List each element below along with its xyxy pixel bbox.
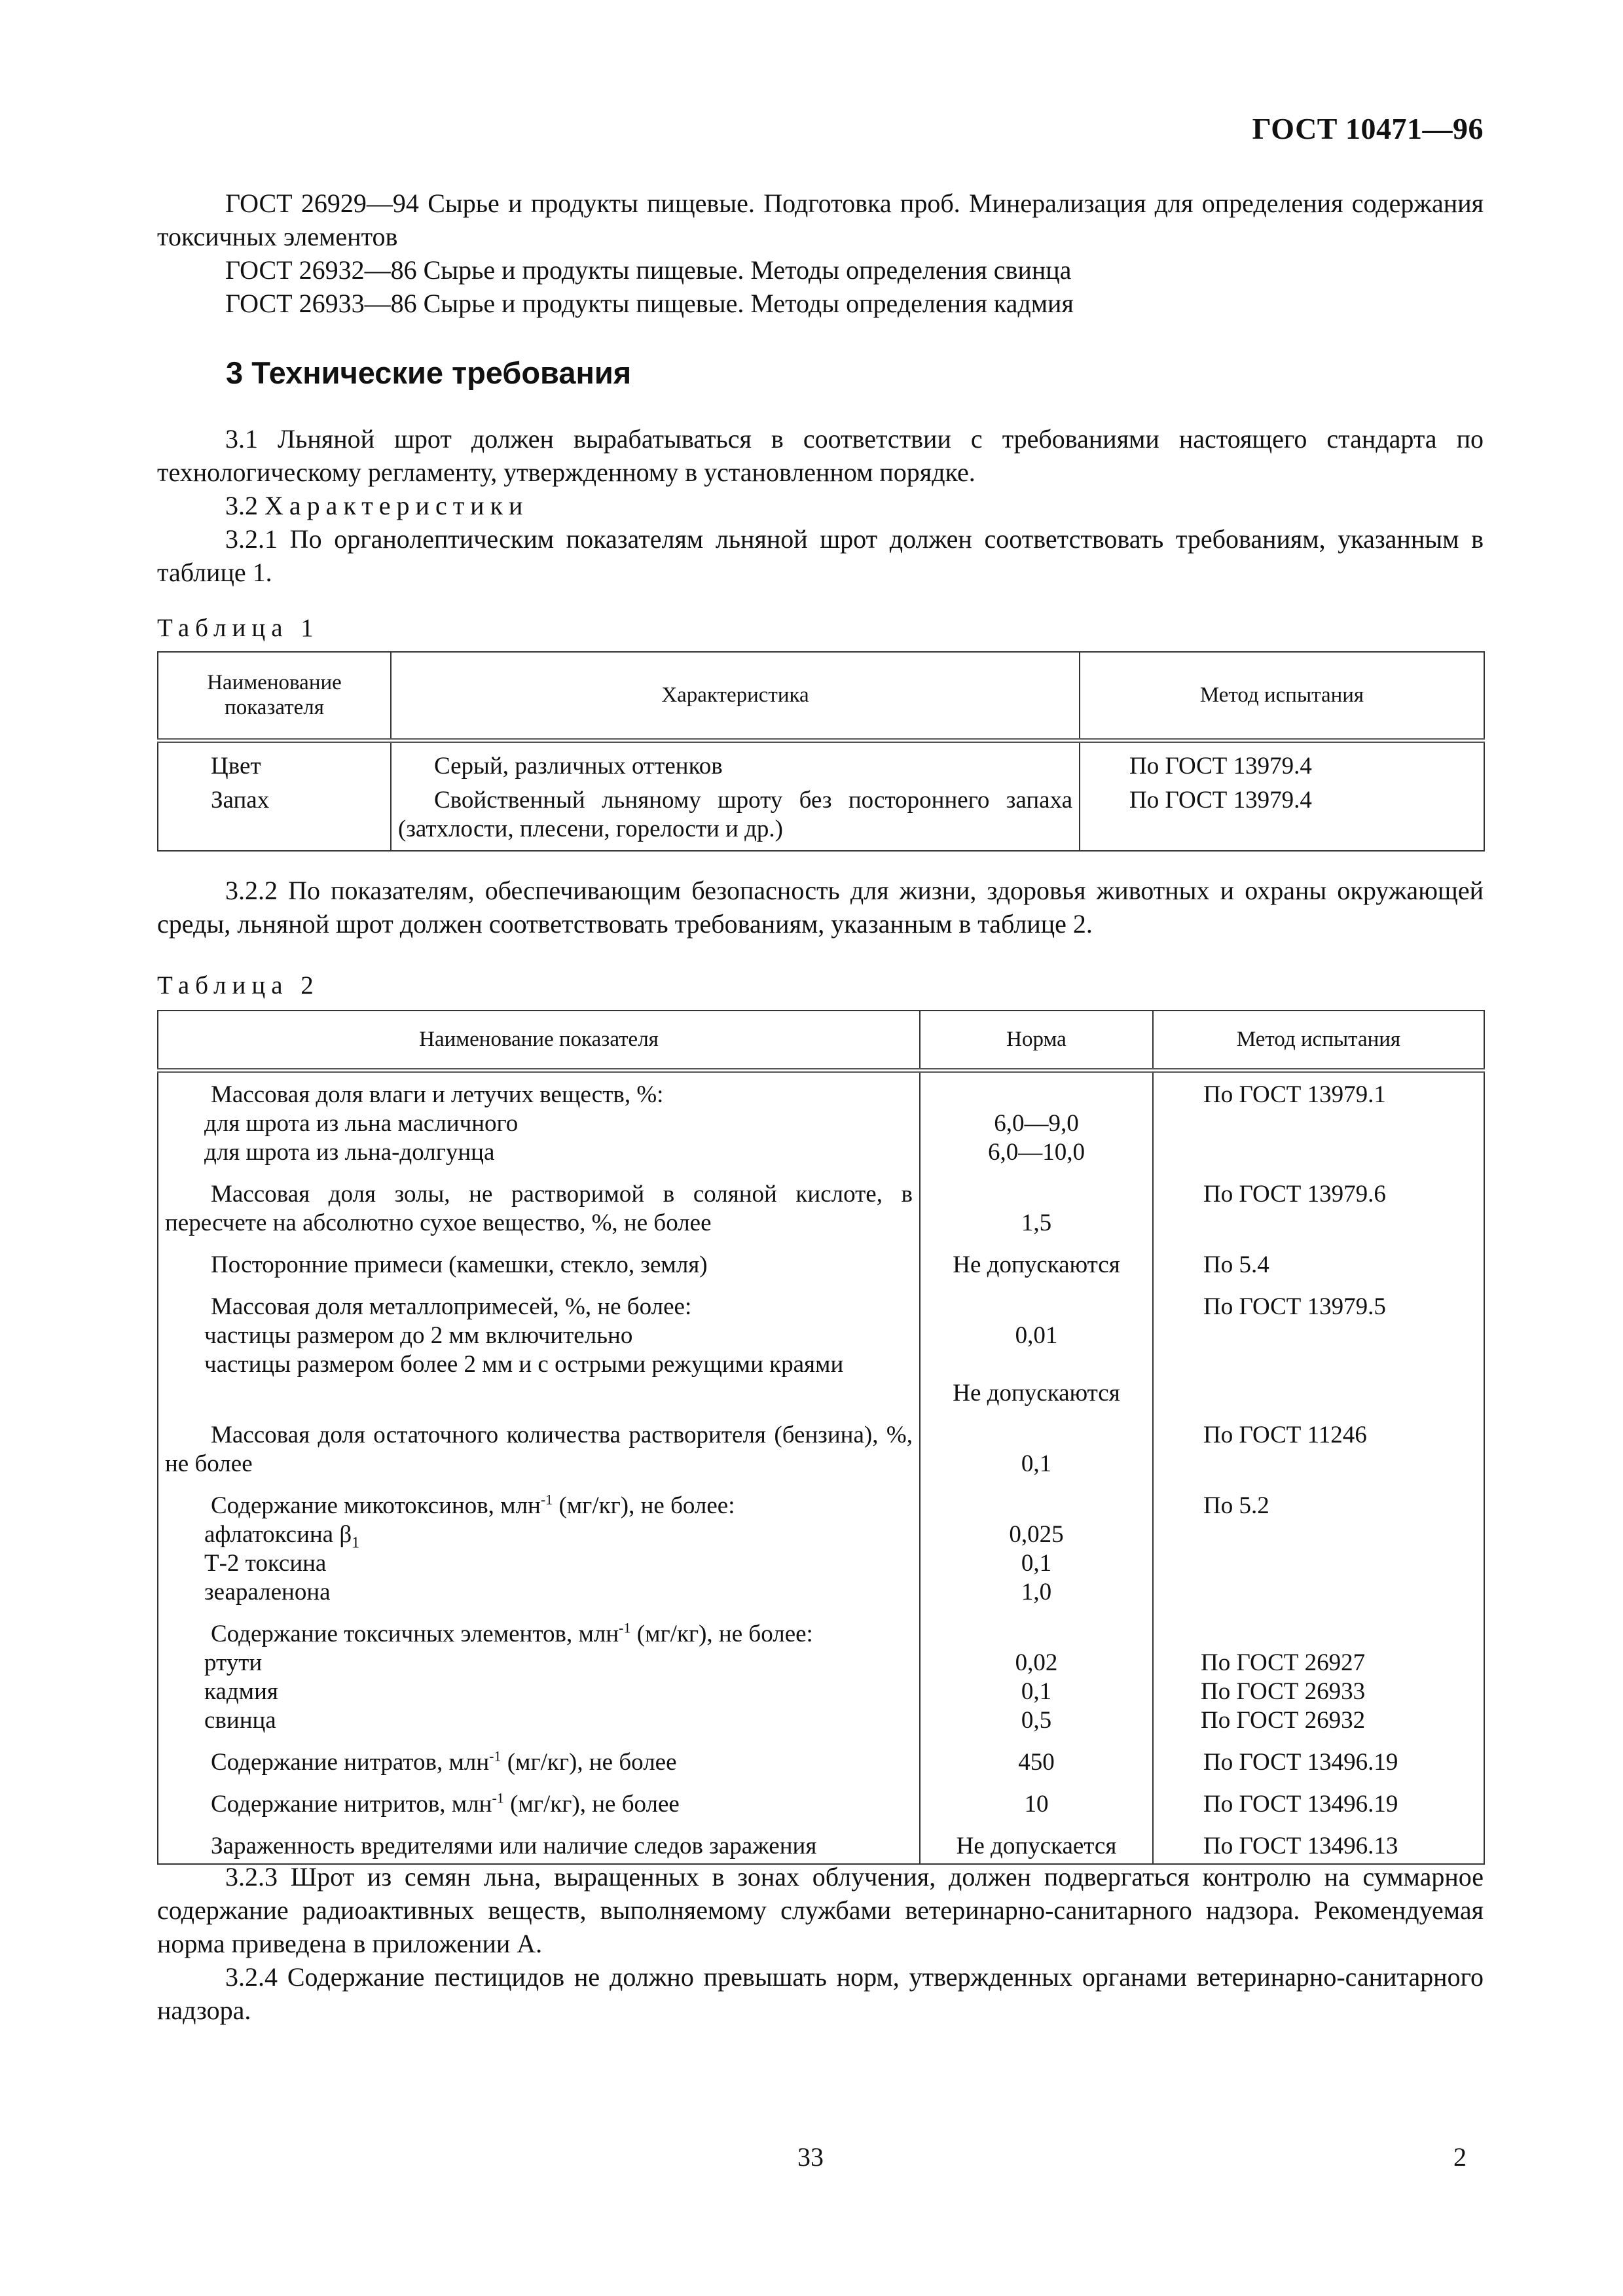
table-row — [158, 1823, 1484, 1864]
page-number-center: 33 — [797, 2142, 824, 2172]
page-number-right: 2 — [1453, 2142, 1467, 2172]
indicator-subname: Т-2 токсина — [204, 1549, 327, 1577]
table-row — [158, 1171, 1484, 1242]
paragraph-3-2-4: 3.2.4 Содержание пестицидов не должно превышать норм, утвержденных органами ветеринарно-санитарного надзора. — [157, 1962, 1484, 2025]
paragraph-3-2-1: 3.2.1 По органолептическим показателям льняной шрот должен соответствовать требованиям, указанным в таблице 1. — [157, 524, 1484, 587]
indicator-subname: кадмия — [204, 1677, 278, 1705]
indicator-subname: для шрота из льна-долгунца — [204, 1138, 495, 1166]
norm-value: 0,1 — [1021, 1677, 1052, 1705]
table-row — [158, 1611, 1484, 1739]
norm-value: 10 — [920, 1781, 1153, 1823]
indicator-name: Массовая доля металлопримесей, %, не более: — [211, 1293, 692, 1320]
indicator-name: Зараженность вредителями или наличие следов заражения — [211, 1832, 817, 1859]
norm-value: Не допускаются — [920, 1242, 1153, 1283]
method-value: По ГОСТ 13979.5 — [1153, 1283, 1484, 1412]
norm-value: 0,1 — [1021, 1549, 1052, 1577]
table1-cell-name: Цвет — [158, 740, 391, 785]
paragraph-3-2 — [157, 489, 1484, 522]
paragraph-3-2-number: 3.2 — [225, 491, 258, 520]
indicator-name: Массовая доля влаги и летучих веществ, %: — [211, 1081, 664, 1108]
reference-item: ГОСТ 26932—86 Сырье и продукты пищевые. Методы определения свинца — [225, 255, 1072, 285]
norm-value: 6,0—10,0 — [988, 1138, 1085, 1166]
method-value: По ГОСТ 13496.13 — [1153, 1823, 1484, 1864]
table-row — [158, 785, 1484, 851]
table-row — [158, 1070, 1484, 1171]
norm-value: 6,0—9,0 — [994, 1109, 1079, 1137]
indicator-subname: частицы размером до 2 мм включительно — [204, 1321, 633, 1349]
method-value: По ГОСТ 13979.6 — [1153, 1171, 1484, 1242]
table-1 — [157, 651, 1485, 852]
indicator-name: Массовая доля остаточного количества растворителя (бензина), %, не более — [165, 1421, 913, 1477]
indicator-name: Содержание нитритов, млн$^{-1}$ (мг/кг), не более — [211, 1789, 680, 1818]
indicator-name: Массовая доля золы, не растворимой в соляной кислоте, в пересчете на абсолютно сухое вещество, %, не более — [165, 1180, 913, 1236]
norm-value: Не допускаются — [953, 1379, 1120, 1407]
method-value: По ГОСТ 26933 — [1201, 1677, 1366, 1705]
table1-header-name: Наименование показателя — [158, 652, 391, 740]
table1-header-characteristic: Характеристика — [391, 652, 1080, 740]
norm-value: 0,025 — [1009, 1520, 1064, 1548]
indicator-subname: афлатоксина $\beta_1$ — [204, 1520, 360, 1551]
indicator-name: Содержание токсичных элементов, млн$^{-1}$ (мг/кг), не более: — [211, 1619, 813, 1647]
method-value: По ГОСТ 11246 — [1153, 1412, 1484, 1482]
norm-value: 0,1 — [1021, 1450, 1052, 1477]
method-value: По ГОСТ 26927 — [1201, 1649, 1366, 1676]
method-value: По 5.4 — [1153, 1242, 1484, 1283]
paragraph-3-2-3: 3.2.3 Шрот из семян льна, выращенных в зонах облучения, должен подвергаться контролю на суммарное содержание радиоактивных веществ, выполняемому службами ветеринарно-санитарного надзора. Рекомендуемая норма приведена в приложении А. — [157, 1862, 1484, 1958]
table2-header-name: Наименование показателя — [158, 1011, 920, 1070]
method-value: По 5.2 — [1153, 1482, 1484, 1611]
table1-cell-method: По ГОСТ 13979.4 — [1080, 785, 1484, 851]
indicator-name: Содержание микотоксинов, млн$^{-1}$ (мг/кг), не более: — [211, 1491, 735, 1519]
norm-value: 0,01 — [1015, 1321, 1058, 1349]
reference-item: ГОСТ 26929—94 Сырье и продукты пищевые. Подготовка проб. Минерализация для определения содержания токсичных элементов — [157, 188, 1484, 251]
paragraph-block — [157, 874, 1484, 941]
document-code: ГОСТ 10471—96 — [1252, 112, 1484, 145]
table-row — [158, 740, 1484, 785]
table-row — [158, 1283, 1484, 1412]
indicator-subname: свинца — [204, 1706, 276, 1734]
table1-cell-method: По ГОСТ 13979.4 — [1080, 740, 1484, 785]
table-row — [158, 1739, 1484, 1781]
table-row — [158, 1781, 1484, 1823]
table-row — [158, 1482, 1484, 1611]
table2-caption: Таблица 2 — [157, 971, 319, 999]
section-body — [157, 422, 1484, 589]
indicator-subname: ртути — [204, 1649, 263, 1676]
norm-value: 450 — [920, 1739, 1153, 1781]
method-value: По ГОСТ 26932 — [1201, 1706, 1366, 1734]
indicator-subname: для шрота из льна масличного — [204, 1109, 519, 1137]
table1-cell-characteristic: Свойственный льняному шроту без постороннего запаха (затхлости, плесени, горелости и др.) — [391, 785, 1080, 851]
table2-header-norm: Норма — [920, 1011, 1153, 1070]
paragraph-block — [157, 1860, 1484, 2027]
table1-header-method: Метод испытания — [1080, 652, 1484, 740]
section-title: 3 Технические требования — [226, 355, 632, 390]
method-value: По ГОСТ 13979.1 — [1153, 1070, 1484, 1171]
method-value: По ГОСТ 13496.19 — [1153, 1781, 1484, 1823]
norm-value: 1,5 — [1021, 1209, 1052, 1236]
norm-value: Не допускается — [920, 1823, 1153, 1864]
indicator-name: Посторонние примеси (камешки, стекло, земля) — [211, 1251, 708, 1278]
table1-cell-characteristic: Серый, различных оттенков — [391, 740, 1080, 785]
table1-caption: Таблица 1 — [157, 614, 319, 642]
method-value: По ГОСТ 13496.19 — [1153, 1739, 1484, 1781]
indicator-subname: частицы размером более 2 мм и с острыми режущими краями — [204, 1350, 844, 1378]
table1-cell-name: Запах — [158, 785, 391, 851]
indicator-subname: зеараленона — [204, 1578, 331, 1605]
table-row — [158, 1412, 1484, 1482]
norm-value: 0,5 — [1021, 1706, 1052, 1734]
paragraph-3-1: 3.1 Льняной шрот должен вырабатываться в соответствии с требованиями настоящего стандарта по технологическому регламенту, утвержденному в установленном порядке. — [157, 424, 1484, 487]
norm-value: 0,02 — [1015, 1649, 1058, 1676]
table2-header-method: Метод испытания — [1153, 1011, 1484, 1070]
table-2 — [157, 1010, 1485, 1865]
norm-value: 1,0 — [1021, 1578, 1052, 1605]
table-row — [158, 1242, 1484, 1283]
paragraph-3-2-title: Характеристики — [264, 491, 529, 520]
references-list — [157, 187, 1484, 320]
paragraph-3-2-2: 3.2.2 По показателям, обеспечивающим безопасность для жизни, здоровья животных и охраны окружающей среды, льняной шрот должен соответствовать требованиям, указанным в таблице 2. — [157, 876, 1484, 939]
indicator-name: Содержание нитратов, млн$^{-1}$ (мг/кг), не более — [211, 1748, 677, 1776]
reference-item: ГОСТ 26933—86 Сырье и продукты пищевые. Методы определения кадмия — [225, 289, 1074, 318]
